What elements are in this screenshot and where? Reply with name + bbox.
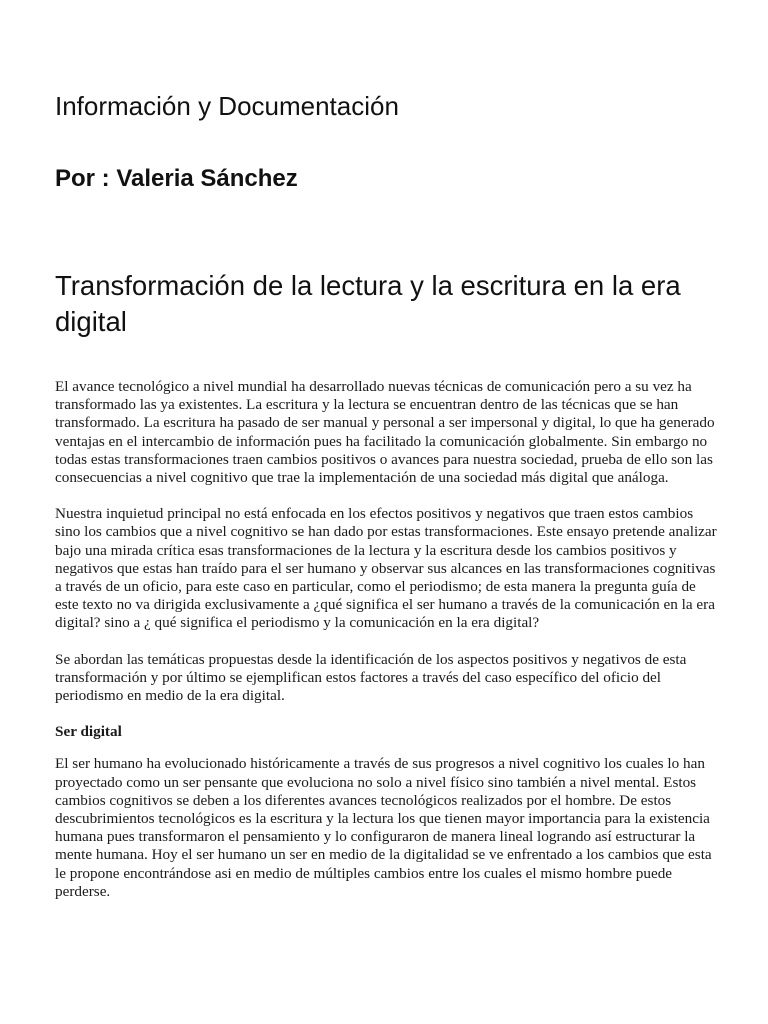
paragraph-approach: Se abordan las temáticas propuestas desde la identificación de los aspectos positivos y negativos de esta transformación y por último se ejemplifican estos factores a través del caso específico del oficio del periodismo en medio de la era digital. bbox=[55, 650, 687, 705]
paragraph-ser-digital: El ser humano ha evolucionado históricamente a través de sus progresos a nivel cognitivo los cuales lo han proyectado como un ser pensante que evoluciona no solo a nivel físico sino también a nivel mental. Estos cambios cognitivos se deben a los diferentes avances tecnológicos realizados por el hombre. De estos descubrimientos tecnológicos es la escritura y la lectura los que tienen mayor importancia para la existencia humana pues transformaron el pensamiento y lo configuraron de manera lineal logrando así estructurar la mente humana. Hoy el ser humano un ser en medio de la digitalidad se ve enfrentado a los cambios que esta le propone encontrándose asi en medio de múltiples cambios entre los cuales el mismo hombre puede perderse. bbox=[55, 755, 712, 900]
essay-body bbox=[55, 378, 720, 919]
document-title: Información y Documentación bbox=[55, 91, 399, 121]
paragraph-intro: El avance tecnológico a nivel mundial ha desarrollado nuevas técnicas de comunicación pero a su vez ha transformado las ya existentes. La escritura y la lectura se encuentran dentro de las técnicas que se han transformado. La escritura ha pasado de ser manual y personal a ser impersonal y digital, lo que ha generado ventajas en el intercambio de información pues ha facilitado la comunicación globalmente. Sin embargo no todas estas transformaciones traen cambios positivos o avances para nuestra sociedad, prueba de ello son las consecuencias a nivel cognitivo que trae la implementación de una sociedad más digital que análoga. bbox=[55, 378, 715, 487]
section-heading: Ser digital bbox=[55, 723, 122, 741]
paragraph-inquiry: Nuestra inquietud principal no está enfocada en los efectos positivos y negativos que traen estos cambios sino los cambios que a nivel cognitivo se han dado por estas transformaciones. Este ensayo pretende analizar bajo una mirada crítica esas transformaciones de la lectura y la escritura desde los cambios positivos y negativos que estas han traído para el ser humano y observar sus alcances en las transformaciones cognitivas a través de un oficio, para este caso en particular, como el periodismo; de esta manera la pregunta guía de este texto no va dirigida exclusivamente a ¿qué significa el ser humano a través de la comunicación en la era digital? sino a ¿ qué significa el periodismo y la comunicación en la era digital? bbox=[55, 505, 717, 632]
author-line: Por : Valeria Sánchez bbox=[55, 165, 298, 192]
essay-title: Transformación de la lectura y la escritura en la era digital bbox=[55, 270, 681, 337]
